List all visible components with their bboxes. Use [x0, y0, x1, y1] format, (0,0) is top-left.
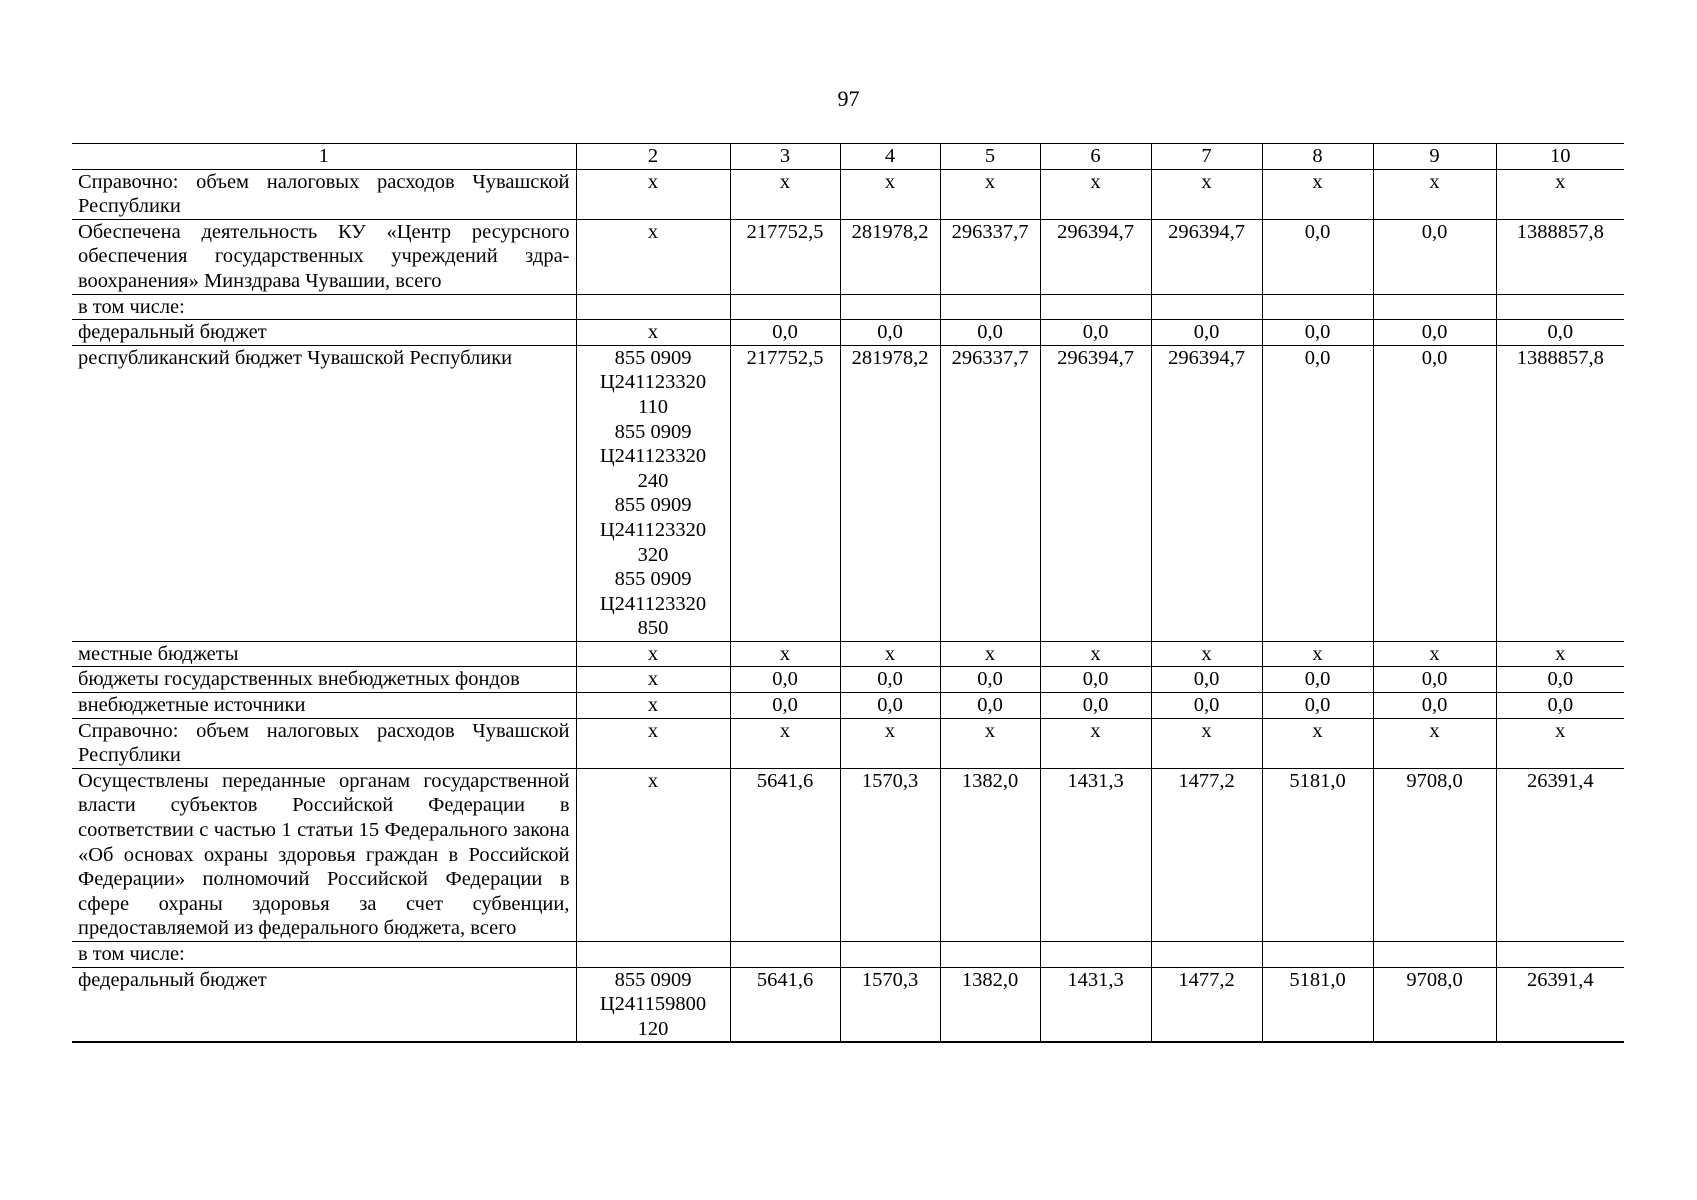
table-row	[72, 967, 1624, 1042]
value-cell	[1496, 942, 1624, 968]
value-cell: x	[940, 641, 1040, 667]
value-cell	[1373, 294, 1496, 320]
budget-code-cell: x	[576, 169, 730, 219]
header-cell: 5	[940, 144, 1040, 170]
value-cell	[1151, 942, 1262, 968]
value-cell	[940, 294, 1040, 320]
value-cell	[1262, 942, 1373, 968]
header-cell: 6	[1040, 144, 1151, 170]
value-cell: x	[1262, 718, 1373, 768]
value-cell: x	[730, 641, 840, 667]
value-cell: x	[1373, 169, 1496, 219]
value-cell: 281978,2	[840, 219, 940, 294]
value-cell: 0,0	[1262, 667, 1373, 693]
value-cell: 0,0	[840, 667, 940, 693]
value-cell: 0,0	[840, 320, 940, 346]
budget-code-cell: x	[576, 219, 730, 294]
value-cell: x	[730, 718, 840, 768]
value-cell: 0,0	[1262, 219, 1373, 294]
value-cell: 296337,7	[940, 219, 1040, 294]
table-row	[72, 718, 1624, 768]
value-cell	[840, 942, 940, 968]
value-cell: 5641,6	[730, 768, 840, 941]
value-cell	[1040, 942, 1151, 968]
value-cell: 1382,0	[940, 768, 1040, 941]
value-cell	[730, 942, 840, 968]
row-label: Обеспечена деятельность КУ «Центр ресурсного обеспечения государственных учреждений здравоохранения» Минздрава Чувашии, всего	[72, 219, 576, 294]
page-number: 97	[837, 86, 860, 111]
value-cell: 217752,5	[730, 345, 840, 641]
value-cell: 296394,7	[1151, 219, 1262, 294]
row-label: Справочно: объем налоговых расходов Чувашской Республики	[72, 718, 576, 768]
value-cell: 0,0	[1262, 345, 1373, 641]
budget-code-cell: 855 0909 Ц241123320 110 855 0909 Ц241123320 240 855 0909 Ц241123320 320 855 0909 Ц241123320 850	[576, 345, 730, 641]
table-row	[72, 294, 1624, 320]
budget-code-cell: x	[576, 641, 730, 667]
value-cell: 0,0	[1373, 345, 1496, 641]
header-cell: 4	[840, 144, 940, 170]
value-cell: 0,0	[1040, 667, 1151, 693]
value-cell: 26391,4	[1496, 967, 1624, 1042]
value-cell	[840, 294, 940, 320]
value-cell: x	[1151, 718, 1262, 768]
row-label: внебюджетные источники	[72, 693, 576, 719]
value-cell: 0,0	[730, 667, 840, 693]
value-cell	[730, 294, 840, 320]
value-cell: 0,0	[1040, 693, 1151, 719]
budget-code-cell: x	[576, 768, 730, 941]
table-row	[72, 641, 1624, 667]
value-cell: 0,0	[1373, 693, 1496, 719]
value-cell: x	[1040, 718, 1151, 768]
table-row	[72, 219, 1624, 294]
value-cell: 1431,3	[1040, 967, 1151, 1042]
budget-table	[72, 143, 1624, 1043]
value-cell: x	[1040, 169, 1151, 219]
value-cell: 5181,0	[1262, 768, 1373, 941]
value-cell: 1431,3	[1040, 768, 1151, 941]
value-cell: x	[1373, 641, 1496, 667]
header-cell: 2	[576, 144, 730, 170]
value-cell: x	[840, 718, 940, 768]
value-cell: 296394,7	[1040, 219, 1151, 294]
value-cell: 0,0	[1151, 693, 1262, 719]
value-cell: 1388857,8	[1496, 219, 1624, 294]
value-cell: 0,0	[940, 320, 1040, 346]
value-cell: x	[840, 641, 940, 667]
table-row	[72, 345, 1624, 641]
value-cell: 0,0	[1262, 693, 1373, 719]
row-label: местные бюджеты	[72, 641, 576, 667]
value-cell: 0,0	[940, 667, 1040, 693]
budget-code-cell: x	[576, 693, 730, 719]
value-cell: x	[940, 718, 1040, 768]
row-label: федеральный бюджет	[72, 967, 576, 1042]
budget-code-cell	[576, 942, 730, 968]
value-cell: 26391,4	[1496, 768, 1624, 941]
value-cell: 0,0	[1496, 667, 1624, 693]
header-cell: 9	[1373, 144, 1496, 170]
value-cell: 0,0	[1496, 320, 1624, 346]
value-cell: 0,0	[840, 693, 940, 719]
value-cell: 0,0	[730, 693, 840, 719]
header-cell: 1	[72, 144, 576, 170]
value-cell: x	[940, 169, 1040, 219]
value-cell: x	[1040, 641, 1151, 667]
value-cell: x	[1373, 718, 1496, 768]
value-cell	[1151, 294, 1262, 320]
table-row	[72, 693, 1624, 719]
row-label: бюджеты государственных внебюджетных фондов	[72, 667, 576, 693]
value-cell: 0,0	[1373, 320, 1496, 346]
value-cell: 5181,0	[1262, 967, 1373, 1042]
table-row	[72, 320, 1624, 346]
value-cell: 0,0	[1373, 219, 1496, 294]
header-cell: 8	[1262, 144, 1373, 170]
value-cell: 217752,5	[730, 219, 840, 294]
subheading-cell: в том числе:	[72, 294, 576, 320]
value-cell: 5641,6	[730, 967, 840, 1042]
budget-code-cell: x	[576, 667, 730, 693]
value-cell: x	[730, 169, 840, 219]
value-cell: 281978,2	[840, 345, 940, 641]
subheading-cell: в том числе:	[72, 942, 576, 968]
value-cell: 296337,7	[940, 345, 1040, 641]
value-cell: x	[1262, 641, 1373, 667]
budget-code-cell	[576, 294, 730, 320]
value-cell: 0,0	[1373, 667, 1496, 693]
value-cell: 9708,0	[1373, 768, 1496, 941]
value-cell: 9708,0	[1373, 967, 1496, 1042]
header-cell: 7	[1151, 144, 1262, 170]
table-body	[72, 144, 1624, 1043]
value-cell: 0,0	[730, 320, 840, 346]
header-cell: 10	[1496, 144, 1624, 170]
value-cell: x	[1262, 169, 1373, 219]
value-cell: 1388857,8	[1496, 345, 1624, 641]
value-cell: 1570,3	[840, 967, 940, 1042]
row-label: республиканский бюджет Чувашской Республики	[72, 345, 576, 641]
value-cell	[940, 942, 1040, 968]
value-cell	[1496, 294, 1624, 320]
value-cell	[1373, 942, 1496, 968]
value-cell: x	[1151, 169, 1262, 219]
table-row	[72, 942, 1624, 968]
value-cell: x	[1496, 169, 1624, 219]
value-cell: 1477,2	[1151, 768, 1262, 941]
table-row	[72, 169, 1624, 219]
budget-code-cell: 855 0909 Ц241159800 120	[576, 967, 730, 1042]
value-cell: 1382,0	[940, 967, 1040, 1042]
value-cell: x	[1151, 641, 1262, 667]
value-cell: 0,0	[1151, 320, 1262, 346]
value-cell: 296394,7	[1151, 345, 1262, 641]
value-cell: 0,0	[940, 693, 1040, 719]
value-cell: 0,0	[1040, 320, 1151, 346]
value-cell: 0,0	[1262, 320, 1373, 346]
row-label: федеральный бюджет	[72, 320, 576, 346]
value-cell: 296394,7	[1040, 345, 1151, 641]
value-cell	[1040, 294, 1151, 320]
value-cell: 1570,3	[840, 768, 940, 941]
value-cell	[1262, 294, 1373, 320]
table-row	[72, 768, 1624, 941]
budget-code-cell: x	[576, 320, 730, 346]
value-cell: 0,0	[1496, 693, 1624, 719]
table-row	[72, 667, 1624, 693]
value-cell: x	[840, 169, 940, 219]
value-cell: x	[1496, 718, 1624, 768]
budget-code-cell: x	[576, 718, 730, 768]
row-label: Осуществлены переданные органам государственной власти субъектов Российской Федерации в соответствии с частью 1 статьи 15 Федерального закона «Об основах охраны здоровья граждан в Российской Федерации» полномочий Российской Федерации в сфере охраны здоровья за счет субвенции, предоставляемой из федерального бюджета, всего	[72, 768, 576, 941]
value-cell: x	[1496, 641, 1624, 667]
header-cell: 3	[730, 144, 840, 170]
row-label: Справочно: объем налоговых расходов Чувашской Республики	[72, 169, 576, 219]
value-cell: 0,0	[1151, 667, 1262, 693]
value-cell: 1477,2	[1151, 967, 1262, 1042]
header-row	[72, 144, 1624, 170]
